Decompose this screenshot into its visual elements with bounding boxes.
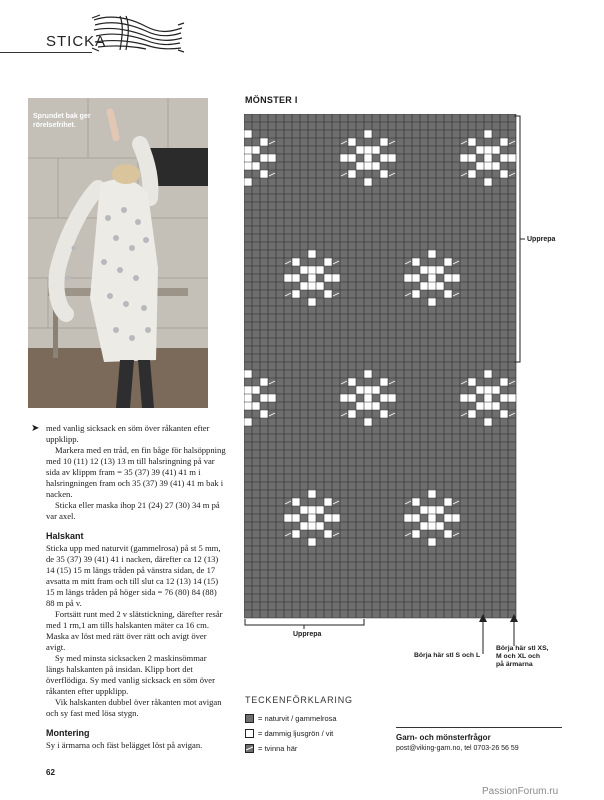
heading-montering: Montering xyxy=(46,728,90,738)
chart-cell-light xyxy=(364,130,372,138)
chart-cell-light xyxy=(252,146,260,154)
paragraph: Sticka upp med naturvit (gammelrosa) på st 5 mm, de 35 (37) 39 (41) 41 i nacken, därefter ca 12 (13) 14 (15) 15 m längs tråden på vänstra sidan, de 17 avsatta m mitt fram och till slut ca 12 (13) 14 (15) 15 m längs tråden på höger sida = 76 (80) 84 (88) 88 m på v. xyxy=(46,543,221,608)
contact-rule xyxy=(396,727,562,728)
chart-cell-light xyxy=(420,522,428,530)
chart-cell-light xyxy=(244,370,252,378)
chart-cell-light xyxy=(460,394,468,402)
chart-cell-light xyxy=(484,370,492,378)
chart-cell-light xyxy=(468,154,476,162)
chart-cell-light xyxy=(364,370,372,378)
chart-cell-light xyxy=(484,386,492,394)
repeat-label-right: Upprepa xyxy=(527,236,556,243)
chart-cell-light xyxy=(428,298,436,306)
legend-item-twist xyxy=(245,743,297,753)
chart-cell-light xyxy=(484,162,492,170)
chart-cell-light xyxy=(444,530,452,538)
chart-cell-light xyxy=(324,514,332,522)
chart-cell-light xyxy=(244,178,252,186)
chart-cell-light xyxy=(364,394,372,402)
chart-cell-light xyxy=(468,138,476,146)
chart-cell-light xyxy=(364,154,372,162)
chart-cell-light xyxy=(428,514,436,522)
chart-cell-light xyxy=(436,266,444,274)
chart-cell-light xyxy=(292,514,300,522)
chart-cell-light xyxy=(372,162,380,170)
chart-cell-light xyxy=(244,162,252,170)
chart-cell-light xyxy=(428,490,436,498)
chart-cell-light xyxy=(340,394,348,402)
chart-cell-light xyxy=(484,130,492,138)
photo-caption: Sprundet bak ger rörelsefrihet. xyxy=(33,113,91,129)
legend-label: = dammig ljusgrön / vit xyxy=(258,728,334,738)
chart-cell-light xyxy=(444,258,452,266)
chart-cell-light xyxy=(324,530,332,538)
chart-cell-light xyxy=(500,410,508,418)
paragraph: Sy i ärmarna och fäst belägget löst på avigan. xyxy=(46,740,203,750)
swatch-light xyxy=(245,729,254,738)
chart-cell-light xyxy=(428,538,436,546)
chart-cell-light xyxy=(500,394,508,402)
chart-title: MÖNSTER I xyxy=(245,95,298,105)
start-arrow-xs-icon xyxy=(509,614,519,646)
chart-cell-light xyxy=(244,386,252,394)
start-label-xs-m-xl: Börja här stl XS, M och XL och på ärmarna xyxy=(496,645,549,668)
chart-cell-light xyxy=(252,402,260,410)
paragraph: Fortsätt runt med 2 v slätstickning, därefter resår med 1 rm,1 am tills halskanten mäter ca 16 cm. Maska av löst med rätt över rätt och avigt över avigt. xyxy=(46,609,223,652)
chart-cell-light xyxy=(300,522,308,530)
chart-cell-light xyxy=(436,282,444,290)
chart-cell-light xyxy=(468,410,476,418)
chart-cell-light xyxy=(404,514,412,522)
chart-cell-light xyxy=(428,250,436,258)
chart-cell-light xyxy=(324,258,332,266)
chart-cell-light xyxy=(308,298,316,306)
chart-cell-light xyxy=(484,418,492,426)
chart-cell-light xyxy=(348,410,356,418)
chart-cell-light xyxy=(444,290,452,298)
chart-cell-light xyxy=(492,386,500,394)
chart-cell-light xyxy=(412,274,420,282)
chart-cell-light xyxy=(308,250,316,258)
chart-cell-light xyxy=(436,522,444,530)
chart-cell-light xyxy=(308,274,316,282)
swatch-dark xyxy=(245,714,254,723)
chart-cell-light xyxy=(460,154,468,162)
chart-cell-light xyxy=(340,154,348,162)
watermark: PassionForum.ru xyxy=(482,786,559,797)
chart-cell-light xyxy=(452,514,460,522)
chart-cell-light xyxy=(300,506,308,514)
contact-title: Garn- och mönsterfrågor xyxy=(396,733,491,742)
chart-cell-light xyxy=(428,266,436,274)
chart-cell-light xyxy=(428,506,436,514)
chart-cell-light xyxy=(308,266,316,274)
start-label-s-l: Börja här stl S och L xyxy=(414,652,481,659)
paragraph: med vanlig sicksack en söm över råkanten efter uppklipp. xyxy=(46,423,210,444)
chart-cell-light xyxy=(452,274,460,282)
chart-cell-light xyxy=(292,274,300,282)
chart-cell-light xyxy=(444,498,452,506)
chart-cell-light xyxy=(508,394,516,402)
chart-cell-light xyxy=(476,402,484,410)
chart-cell-light xyxy=(260,154,268,162)
chart-cell-light xyxy=(292,498,300,506)
knitting-chart xyxy=(244,114,519,619)
chart-cell-light xyxy=(356,386,364,394)
section-title: STICKA xyxy=(46,33,107,50)
chart-cell-light xyxy=(308,538,316,546)
chart-cell-light xyxy=(420,282,428,290)
chart-cell-light xyxy=(260,378,268,386)
chart-cell-light xyxy=(284,514,292,522)
chart-cell-light xyxy=(420,266,428,274)
chart-cell-light xyxy=(476,162,484,170)
chart-cell-light xyxy=(412,290,420,298)
chart-cell-light xyxy=(412,258,420,266)
chart-grid xyxy=(244,114,519,619)
legend-label: = tvinna här xyxy=(258,743,298,753)
chart-cell-light xyxy=(292,530,300,538)
instructions-text xyxy=(46,423,226,751)
chart-cell-light xyxy=(244,146,252,154)
chart-cell-light xyxy=(380,154,388,162)
chart-cell-light xyxy=(244,154,252,162)
chart-cell-light xyxy=(492,162,500,170)
chart-cell-light xyxy=(364,162,372,170)
chart-cell-light xyxy=(244,394,252,402)
chart-cell-light xyxy=(364,402,372,410)
model-photo xyxy=(28,98,208,408)
chart-cell-light xyxy=(308,514,316,522)
chart-cell-light xyxy=(260,138,268,146)
page-number: 62 xyxy=(46,768,55,777)
chart-cell-light xyxy=(388,154,396,162)
repeat-bracket-right xyxy=(512,114,526,364)
chart-cell-light xyxy=(348,394,356,402)
chart-cell-light xyxy=(500,378,508,386)
paragraph: Sticka eller maska ihop 21 (24) 27 (30) 34 m på var axel. xyxy=(46,500,220,521)
chart-cell-light xyxy=(484,178,492,186)
start-arrow-s-l-icon xyxy=(478,614,488,654)
chart-cell-light xyxy=(484,154,492,162)
chart-cell-light xyxy=(476,146,484,154)
chart-cell-light xyxy=(484,402,492,410)
paragraph: Vik halskanten dubbel över råkanten mot avigan och sy fast med lösa stygn. xyxy=(46,697,222,718)
chart-cell-light xyxy=(316,266,324,274)
chart-cell-light xyxy=(332,274,340,282)
repeat-label-bottom: Upprepa xyxy=(293,631,322,638)
chart-cell-light xyxy=(252,386,260,394)
chart-cell-light xyxy=(260,170,268,178)
chart-cell-light xyxy=(324,498,332,506)
chart-cell-light xyxy=(404,274,412,282)
chart-cell-light xyxy=(484,394,492,402)
chart-cell-light xyxy=(380,170,388,178)
legend-label: = naturvit / gammelrosa xyxy=(258,713,337,723)
chart-cell-light xyxy=(324,274,332,282)
swatch-twist-icon xyxy=(245,744,254,753)
chart-cell-light xyxy=(380,138,388,146)
chart-cell-light xyxy=(500,154,508,162)
chart-cell-light xyxy=(284,274,292,282)
chart-cell-light xyxy=(468,170,476,178)
chart-cell-light xyxy=(372,402,380,410)
legend-title: TECKENFÖRKLARING xyxy=(245,695,353,705)
page-header xyxy=(0,0,604,60)
chart-cell-light xyxy=(436,506,444,514)
chart-cell-light xyxy=(308,282,316,290)
chart-cell-light xyxy=(292,258,300,266)
chart-cell-light xyxy=(444,514,452,522)
chart-cell-light xyxy=(348,138,356,146)
chart-cell-light xyxy=(308,522,316,530)
legend-item-dark xyxy=(245,713,337,723)
chart-cell-light xyxy=(364,178,372,186)
chart-cell-light xyxy=(300,282,308,290)
chart-cell-light xyxy=(300,266,308,274)
chart-cell-light xyxy=(316,506,324,514)
chart-cell-light xyxy=(500,138,508,146)
chart-cell-light xyxy=(268,154,276,162)
chart-cell-light xyxy=(428,282,436,290)
chart-cell-light xyxy=(356,162,364,170)
photo-illustration xyxy=(28,98,208,408)
chart-cell-light xyxy=(356,402,364,410)
chart-cell-light xyxy=(420,506,428,514)
chart-cell-light xyxy=(308,506,316,514)
chart-cell-light xyxy=(364,146,372,154)
paragraph: Markera med en tråd, en fin båge för halsöppning med 10 (11) 12 (13) 13 m till halsringning på var sida av klippm fram = 35 (37) 39 (41) 41 m i halsringningen fram och 35 (37) 39 (41) 41 m bak i nacken. xyxy=(46,445,226,499)
chart-cell-light xyxy=(380,394,388,402)
chart-cell-light xyxy=(380,410,388,418)
chart-cell-light xyxy=(492,146,500,154)
chart-cell-light xyxy=(308,490,316,498)
chart-cell-light xyxy=(412,514,420,522)
chart-cell-light xyxy=(372,146,380,154)
chart-cell-light xyxy=(364,418,372,426)
chart-cell-light xyxy=(316,522,324,530)
chart-cell-light xyxy=(372,386,380,394)
chart-cell-light xyxy=(244,418,252,426)
chart-cell-light xyxy=(268,394,276,402)
chart-cell-light xyxy=(444,274,452,282)
chart-cell-light xyxy=(500,170,508,178)
chart-cell-light xyxy=(428,522,436,530)
chart-cell-light xyxy=(348,154,356,162)
chart-cell-light xyxy=(332,514,340,522)
chart-cell-light xyxy=(412,498,420,506)
chart-cell-light xyxy=(348,378,356,386)
contact-info: post@viking-garn.no, tel 0703-26 56 59 xyxy=(396,745,519,752)
chart-cell-light xyxy=(348,170,356,178)
chart-cell-light xyxy=(316,282,324,290)
chart-cell-light xyxy=(260,410,268,418)
chart-cell-light xyxy=(364,386,372,394)
chart-cell-light xyxy=(292,290,300,298)
chart-cell-light xyxy=(252,162,260,170)
chart-cell-light xyxy=(468,378,476,386)
legend-item-light xyxy=(245,728,333,738)
chart-cell-light xyxy=(260,394,268,402)
chart-cell-light xyxy=(476,386,484,394)
chart-cell-light xyxy=(388,394,396,402)
heading-halskant: Halskant xyxy=(46,531,84,541)
chart-cell-light xyxy=(380,378,388,386)
chart-cell-light xyxy=(492,402,500,410)
chart-cell-light xyxy=(412,530,420,538)
header-rule xyxy=(0,52,92,53)
paragraph: Sy med minsta sicksacken 2 maskinsömmar längs halskanten på insidan. Klipp bort det överflödiga. Sy med vanlig sicksack en söm över råkanten efter uppklipp. xyxy=(46,653,215,696)
continuation-arrow-icon: ➤ xyxy=(31,423,40,434)
chart-cell-light xyxy=(428,274,436,282)
chart-cell-light xyxy=(244,402,252,410)
chart-cell-light xyxy=(468,394,476,402)
chart-cell-light xyxy=(244,130,252,138)
chart-cell-light xyxy=(356,146,364,154)
repeat-bracket-bottom xyxy=(244,618,366,630)
yarn-skein-icon xyxy=(90,12,185,54)
chart-cell-light xyxy=(484,146,492,154)
chart-cell-light xyxy=(324,290,332,298)
